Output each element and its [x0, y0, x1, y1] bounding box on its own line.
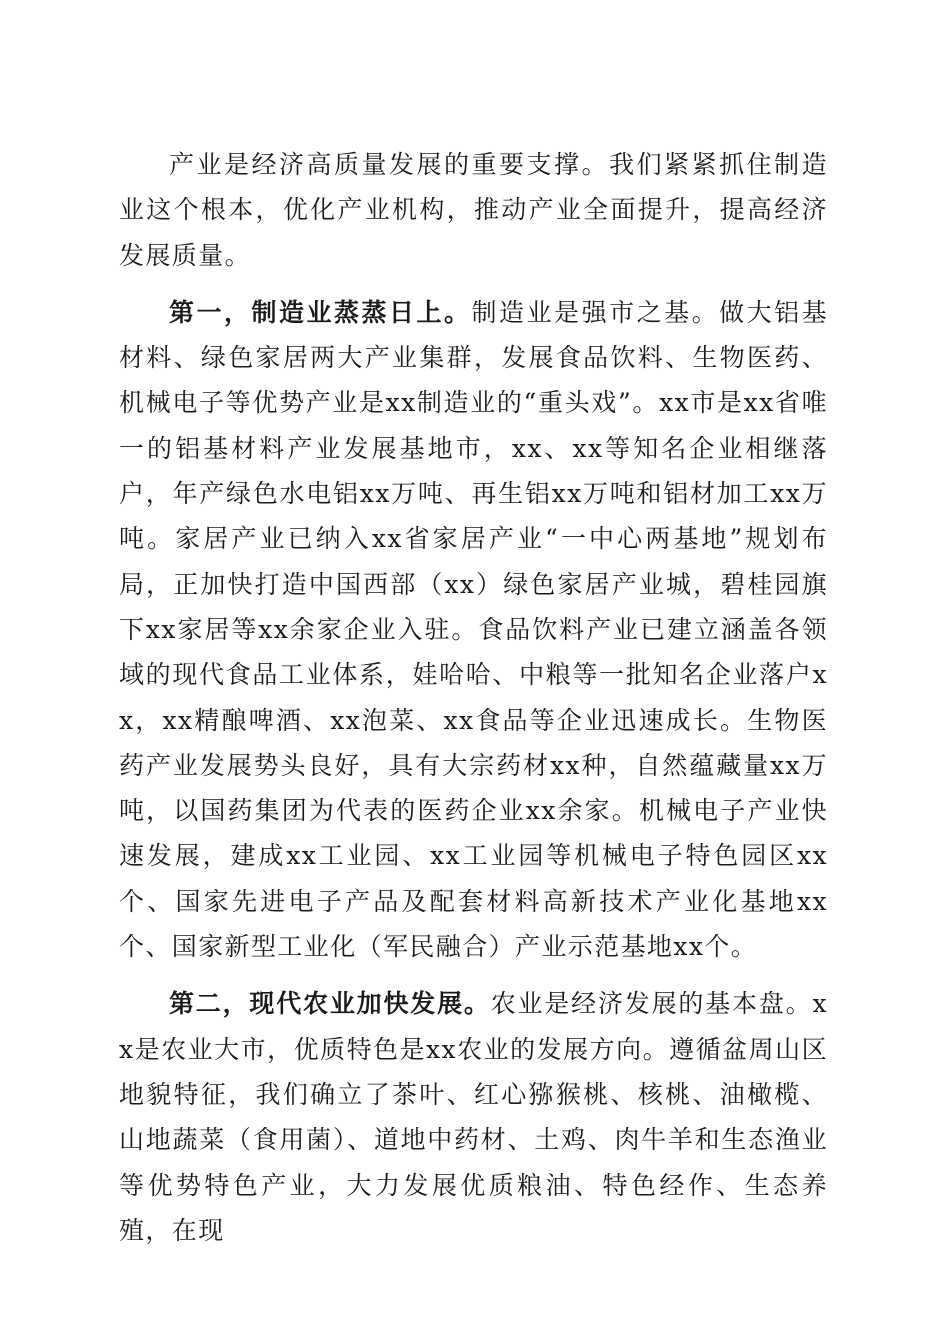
intro-text: 产业是经济高质量发展的重要支撑。我们紧紧抓住制造业这个根本，优化产业机构，推动产业全面提升，提高经济发展质量。: [119, 150, 828, 270]
section-2-body: 农业是经济发展的基本盘。xx是农业大市，优质特色是xx农业的发展方向。遵循盆周山区地貌特征，我们确立了茶叶、红心猕猴桃、核桃、油橄榄、山地蔬菜（食用菌）、道地中药材、土鸡、肉牛羊和生态渔业等优势特色产业，大力发展优质粮油、特色经作、生态养殖，在现: [119, 989, 828, 1245]
section-1-body: 制造业是强市之基。做大铝基材料、绿色家居两大产业集群，发展食品饮料、生物医药、机械电子等优势产业是xx制造业的“重头戏”。xx市是xx省唯一的铝基材料产业发展基地市，xx、xx等知名企业相继落户，年产绿色水电铝xx万吨、再生铝xx万吨和铝材加工xx万吨。家居产业已纳入xx省家居产业“一中心两基地”规划布局，正加快打造中国西部（xx）绿色家居产业城，碧桂园旗下xx家居等xx余家企业入驻。食品饮料产业已建立涵盖各领域的现代食品工业体系，娃哈哈、中粮等一批知名企业落户xx，xx精酿啤酒、xx泡菜、xx食品等企业迅速成长。生物医药产业发展势头良好，具有大宗药材xx种，自然蕴藏量xx万吨，以国药集团为代表的医药企业xx余家。机械电子产业快速发展，建成xx工业园、xx工业园等机械电子特色园区xx个、国家先进电子产品及配套材料高新技术产业化基地xx个、国家新型工业化（军民融合）产业示范基地xx个。: [119, 297, 828, 962]
section-2-heading: 第二，现代农业加快发展。: [169, 989, 491, 1019]
intro-paragraph: [119, 142, 828, 278]
section-1-heading: 第一，制造业蒸蒸日上。: [169, 297, 472, 327]
document-body: [119, 142, 828, 1265]
section-2-paragraph: [119, 981, 828, 1253]
section-1-paragraph: [119, 290, 828, 969]
